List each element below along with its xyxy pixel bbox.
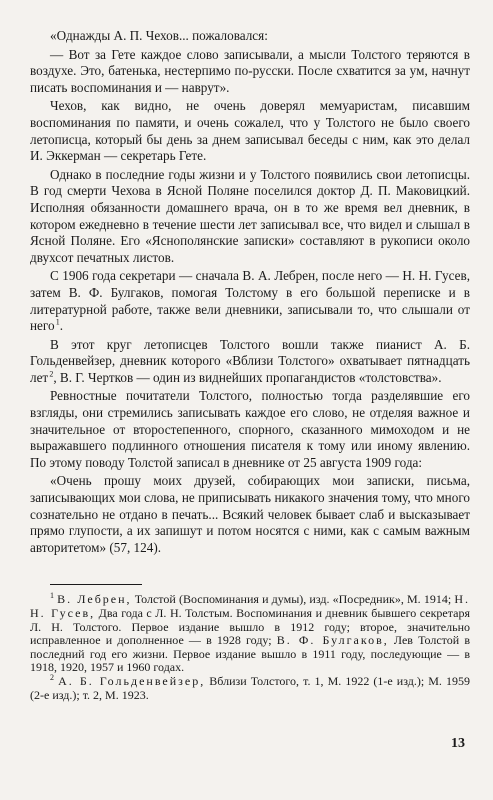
footnote [30,593,470,675]
paragraph: Однако в последние годы жизни и у Толстого появились свои летописцы. В год смерти Чехова в Ясной Поляне поселился доктор Д. П. Маковицкий. Исполняя обязанности домашнего врача, он в то же время вел дневник, в котором ежедневно в течение шести лет записывал все, что видел и слышал в Ясной Поляне. Его «Яснополянские записки» составляют в рукописи около двухсот печатных листов. [30,166,470,265]
footnote-text: Два года с Л. Н. Толстым. Воспоминания и дневник бывшего секретаря Л. Н. Толстого. Первое издание вышло в 1912 году; второе, значительно исправленное и дополненное — в 1928 году; [30,606,470,648]
footnote-reference: 2 [49,369,54,379]
paragraph-text: , В. Г. Чертков — один из виднейших пропагандистов «толстовства». [53,369,442,385]
footnote-text: Вблизи Толстого, т. 1, М. 1922 (1-е изд.); М. 1959 (2-е изд.); т. 2, М. 1923. [30,673,471,702]
paragraph: — Вот за Гете каждое слово записывали, а мысли Толстого теряются в воздухе. Это, батенька, нестерпимо по-русски. После схватится за ум, начнут писать воспоминания и — наврут». [30,46,470,95]
page-body [30,28,470,702]
footnote-reference: 1 [55,317,60,327]
paragraph-text: С 1906 года секретари — сначала В. А. Лебрен, после него — Н. Н. Гусев, затем В. Ф. Булгаков, помогая Толстому в его большой переписке и в литературной работе, также вели дневники, записывали то, что слышали от него [30,268,470,334]
paragraph [30,337,470,387]
quotation: «Очень прошу моих друзей, собирающих мои записки, письма, записывающих мои слова, не приписывать никакого значения тому, что много сознательно не отдано в печать... Всякий человек бывает слаб и высказывает прямо глупости, а их запишут и потом носятся с ними, как с самым важным авторитетом» (57, 124). [30,473,470,555]
footnote-author: А. Б. Гольденвейзер, [58,673,206,688]
page-number: 13 [451,736,465,751]
paragraph: С 1906 года секретари — сначала В. А. Лебрен, после него — Н. Н. Гусев, затем В. Ф. Булгаков, помогая Толстому в его большой переписке и в литературной работе, также вели дневники, записывали то, что слышали от него $^1$. [30,268,470,334]
paragraph-text: В этот круг летописцев Толстого вошли также пианист А. Б. Гольденвейзер, дневник которого «Вблизи Толстого» охватывает пятнадцать лет [30,336,470,385]
footnote [30,672,471,702]
paragraph: Ревностные почитатели Толстого, полностью тогда разделявшие его взгляды, они стремились записывать каждое его слово, не отделяя важное и значительное от второстепенного, спорного, сказанного мимоходом и не выражавшего подлинного отношения писателя к тому или иному явлению. По этому поводу Толстой записал в дневнике от 25 августа 1909 года: [30,388,470,470]
footnote-mark: 1 [50,591,54,601]
footnote-text: Лев Толстой в последний год его жизни. Первое издание вышло в 1911 году, последующие — в 1918, 1920, 1957 и 1960 годах. [30,633,471,675]
footnote-author: Н. Н. Гусев, [30,592,470,620]
footnote-author: В. Лебрен, [57,592,132,607]
footnote-author: В. Ф. Булгаков, [276,633,389,648]
footnote-text: Толстой (Воспоминания и думы), изд. «Посредник», М. 1914; [131,592,455,607]
paragraph: Чехов, как видно, не очень доверял мемуаристам, писавшим воспоминания по памяти, и очень сожалел, что у Толстого не было своего летописца, который бы день за днем записывал беседы с ним, как это делал И. Эккерман — секретарь Гете. [30,98,470,164]
paragraph: «Однажды А. П. Чехов... пожаловался: [50,28,268,43]
footnote-mark: 2 [50,672,54,682]
footnote-divider [50,584,142,585]
